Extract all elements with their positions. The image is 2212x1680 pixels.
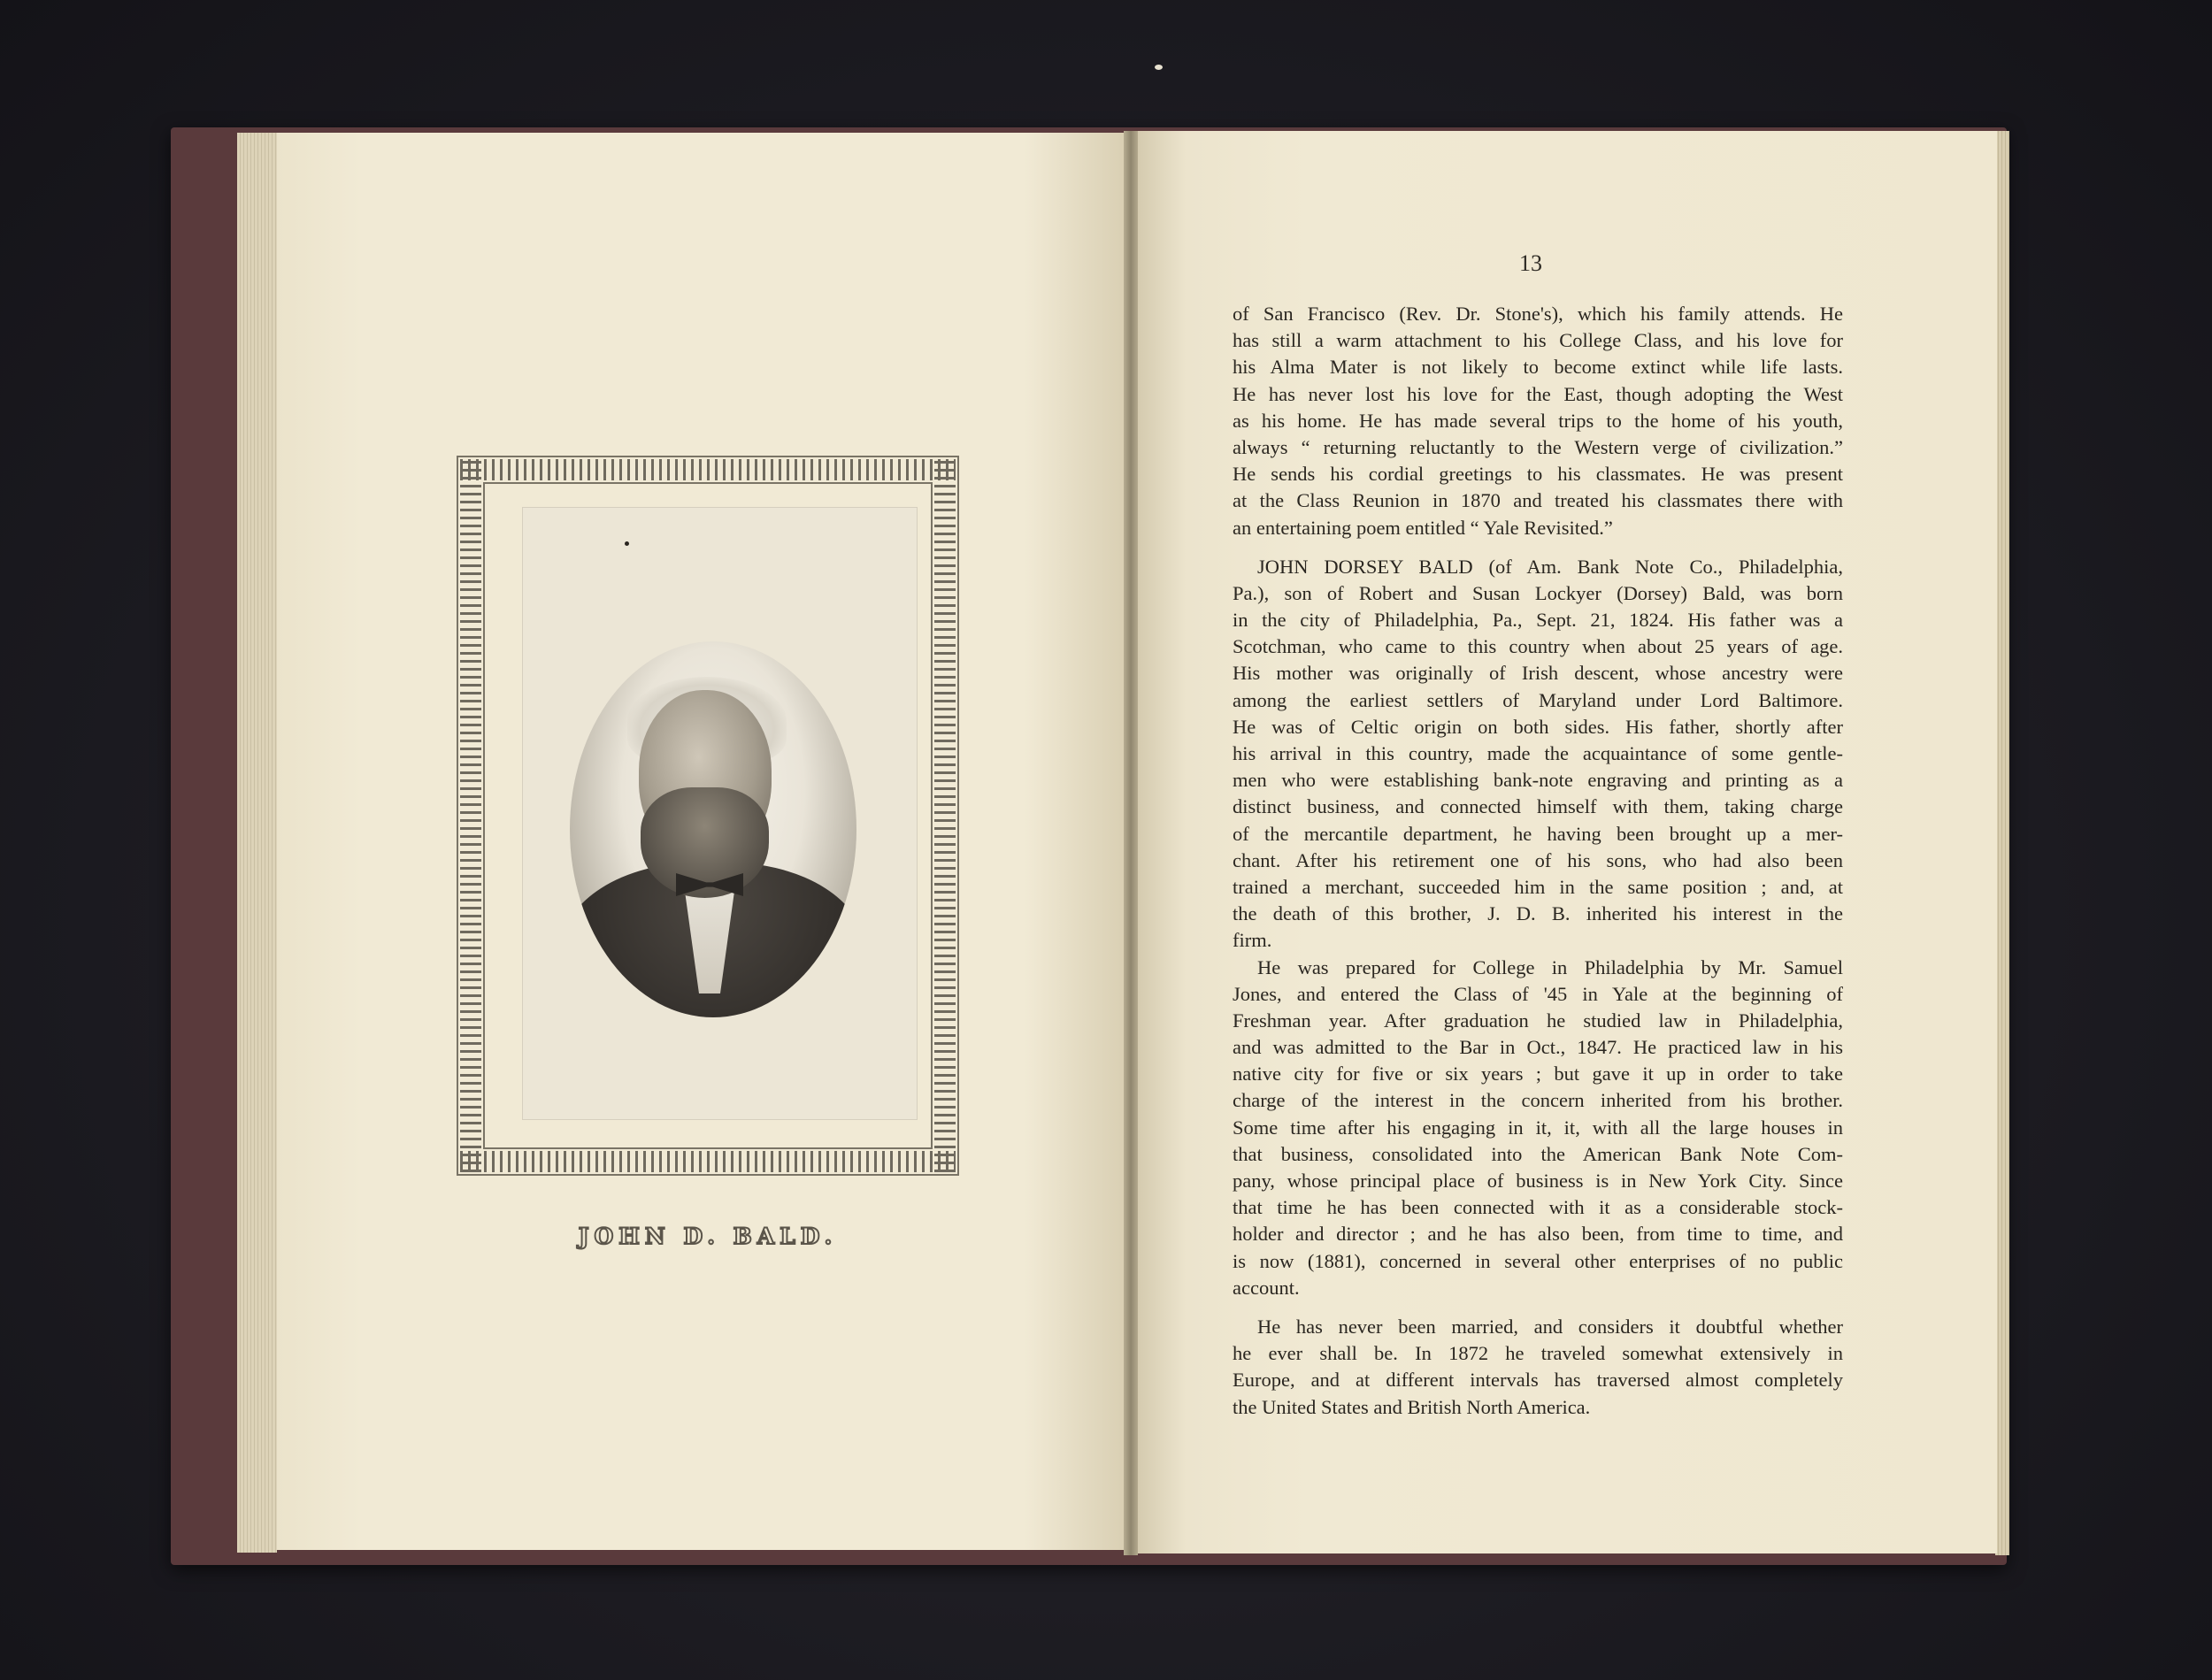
text-line: the United States and British North America.	[1233, 1395, 1591, 1418]
text-line: that time he has been connected with it as a considerable stock-	[1233, 1196, 1843, 1219]
text-line: in the city of Philadelphia, Pa., Sept. 21, 1824. His father was a	[1233, 609, 1843, 632]
text-line: Jones, and entered the Class of '45 in Yale at the beginning of	[1233, 982, 1843, 1005]
text-line: His mother was originally of Irish descent, whose ancestry were	[1233, 662, 1843, 685]
text-line: chant. After his retirement one of his sons, who had also been	[1233, 848, 1843, 871]
text-line: and was admitted to the Bar in Oct., 1847. He practiced law in his	[1233, 1036, 1843, 1059]
page-edges-left	[237, 133, 277, 1553]
text-line: an entertaining poem entitled “ Yale Revisited.”	[1233, 516, 1613, 539]
text-line: is now (1881), concerned in several other enterprises of no public	[1233, 1249, 1843, 1272]
photo-speck	[625, 541, 629, 546]
text-line: holder and director ; and he has also been, from time to time, and	[1233, 1223, 1843, 1246]
text-line: his Alma Mater is not likely to become extinct while life lasts.	[1233, 356, 1843, 379]
text-line: firm.	[1233, 929, 1272, 952]
text-line: He has never been married, and considers it doubtful whether	[1257, 1315, 1843, 1338]
text-line: Scotchman, who came to this country when about 25 years of age.	[1233, 635, 1843, 658]
portrait-beard	[641, 787, 769, 898]
paragraph-gap	[1233, 541, 1843, 554]
text-line: trained a merchant, succeeded him in the same position ; and, at	[1233, 875, 1843, 898]
text-line: native city for five or six years ; but gave it up in order to take	[1233, 1062, 1843, 1085]
text-line: account.	[1233, 1276, 1300, 1299]
text-line: Some time after his engaging in it, it, with all the large houses in	[1233, 1116, 1843, 1139]
text-line: men who were establishing bank-note engraving and printing as a	[1233, 769, 1843, 792]
paragraph-gap	[1233, 1301, 1843, 1314]
text-line: always “ returning reluctantly to the Western verge of civilization.”	[1233, 435, 1843, 458]
text-line: charge of the interest in the concern inherited from his brother.	[1233, 1089, 1843, 1112]
text-line: has still a warm attachment to his College Class, and his love for	[1233, 329, 1843, 352]
text-line: He was of Celtic origin on both sides. His father, shortly after	[1233, 715, 1843, 738]
dust-speck	[1155, 65, 1163, 70]
text-line: at the Class Reunion in 1870 and treated his classmates there with	[1233, 489, 1843, 512]
text-line: that business, consolidated into the American Bank Note Com-	[1233, 1142, 1843, 1165]
text-line: He was prepared for College in Philadelphia by Mr. Samuel	[1257, 955, 1843, 978]
portrait-caption: JOHN D. BALD.	[578, 1224, 838, 1249]
portrait-photograph	[570, 641, 856, 1017]
book-gutter	[1124, 131, 1138, 1555]
text-line: Freshman year. After graduation he studied law in Philadelphia,	[1233, 1009, 1843, 1032]
text-line: he ever shall be. In 1872 he traveled somewhat extensively in	[1233, 1342, 1843, 1365]
text-line: Europe, and at different intervals has traversed almost completely	[1233, 1369, 1843, 1392]
text-line: He sends his cordial greetings to his classmates. He was present	[1233, 463, 1843, 486]
text-line: his arrival in this country, made the acquaintance of some gentle-	[1233, 742, 1843, 764]
text-line: distinct business, and connected himself with them, taking charge	[1233, 795, 1843, 818]
text-line: the death of this brother, J. D. B. inherited his interest in the	[1233, 902, 1843, 925]
text-line: pany, whose principal place of business is in New York City. Since	[1233, 1170, 1843, 1192]
page-number: 13	[1519, 250, 1542, 276]
text-line: JOHN DORSEY BALD (of Am. Bank Note Co., Philadelphia,	[1257, 555, 1843, 578]
text-line: of San Francisco (Rev. Dr. Stone's), which his family attends. He	[1233, 303, 1843, 325]
body-text	[1233, 301, 1843, 1421]
text-line: as his home. He has made several trips to the home of his youth,	[1233, 409, 1843, 432]
text-line: of the mercantile department, he having been brought up a mer-	[1233, 822, 1843, 845]
text-line: among the earliest settlers of Maryland under Lord Baltimore.	[1233, 688, 1843, 711]
page-edges-right	[1995, 131, 2009, 1555]
text-line: Pa.), son of Robert and Susan Lockyer (Dorsey) Bald, was born	[1233, 581, 1843, 604]
text-line: He has never lost his love for the East, though adopting the West	[1233, 382, 1843, 405]
